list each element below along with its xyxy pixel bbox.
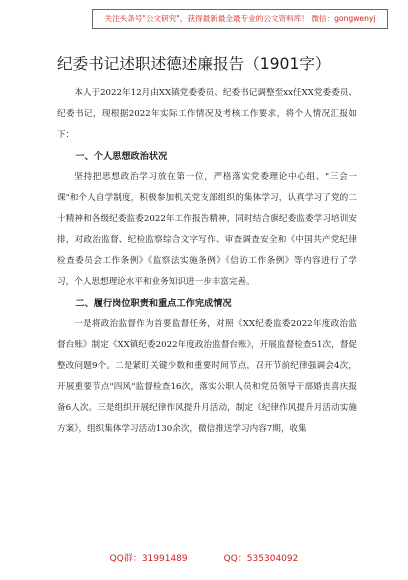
section-1-paragraph: 坚持把思想政治学习放在第一位，严格落实党委理论中心组、"三会一课"和个人自学制度，积极参加机关党支部组织的集体学习，认真学习了党的二十精神和各级纪委监委2022年工作报告精神，同时结合旗纪委监委学习培训安排，对政治监督、纪检监察综合文字写作、审查调查安全和《中国共产党纪律检查委员会工作条例》《监察法实施条例》《信访工作条例》等内容进行了学习，个人思想理论水平和业务知识进一步丰富完善。 [57,172,357,287]
footer-qq: QQ：535304092 [223,554,299,564]
section-2-paragraph: 一是将政治监督作为首要监督任务，对照《XX纪委监委2022年度政治监督台账》制定《XX镇纪委2022年度政治监督台账》，开展监督检查51次，督促整改问题9个。二是紧盯关键少数和重要时间节点，召开节前纪律强调会4次，开展重要节点"四风"监督检查16次，落实公职人员和党员领导干部婚丧喜庆报备6人次。三是组织开展纪律作风提升月活动，制定《纪律作风提升月活动实施方案》，组织集体学习活动130余次，微信推送学习内容7期，收集 [57,319,357,434]
document-body [57,83,357,440]
footer-contact [0,551,408,564]
footer-qq-group: QQ群：31991489 [109,554,188,564]
section-2-heading: 二、履行岗位职责和重点工作完成情况 [75,298,232,309]
intro-paragraph: 本人于2022年12月由XX镇党委委员、纪委书记调整至xx任XX党委委员、纪委书记，现根据2022年实际工作情况及考核工作要求，将个人情况汇报如下： [57,88,357,140]
header-banner: 关注头条号"公文研究"，获得最新最全最专业的公文资料库！ 微信：gongwenyj [92,9,388,29]
section-1-heading: 一、个人思想政治状况 [75,151,168,162]
document-title: 纪委书记述职述德述廉报告（1901字） [57,55,331,73]
